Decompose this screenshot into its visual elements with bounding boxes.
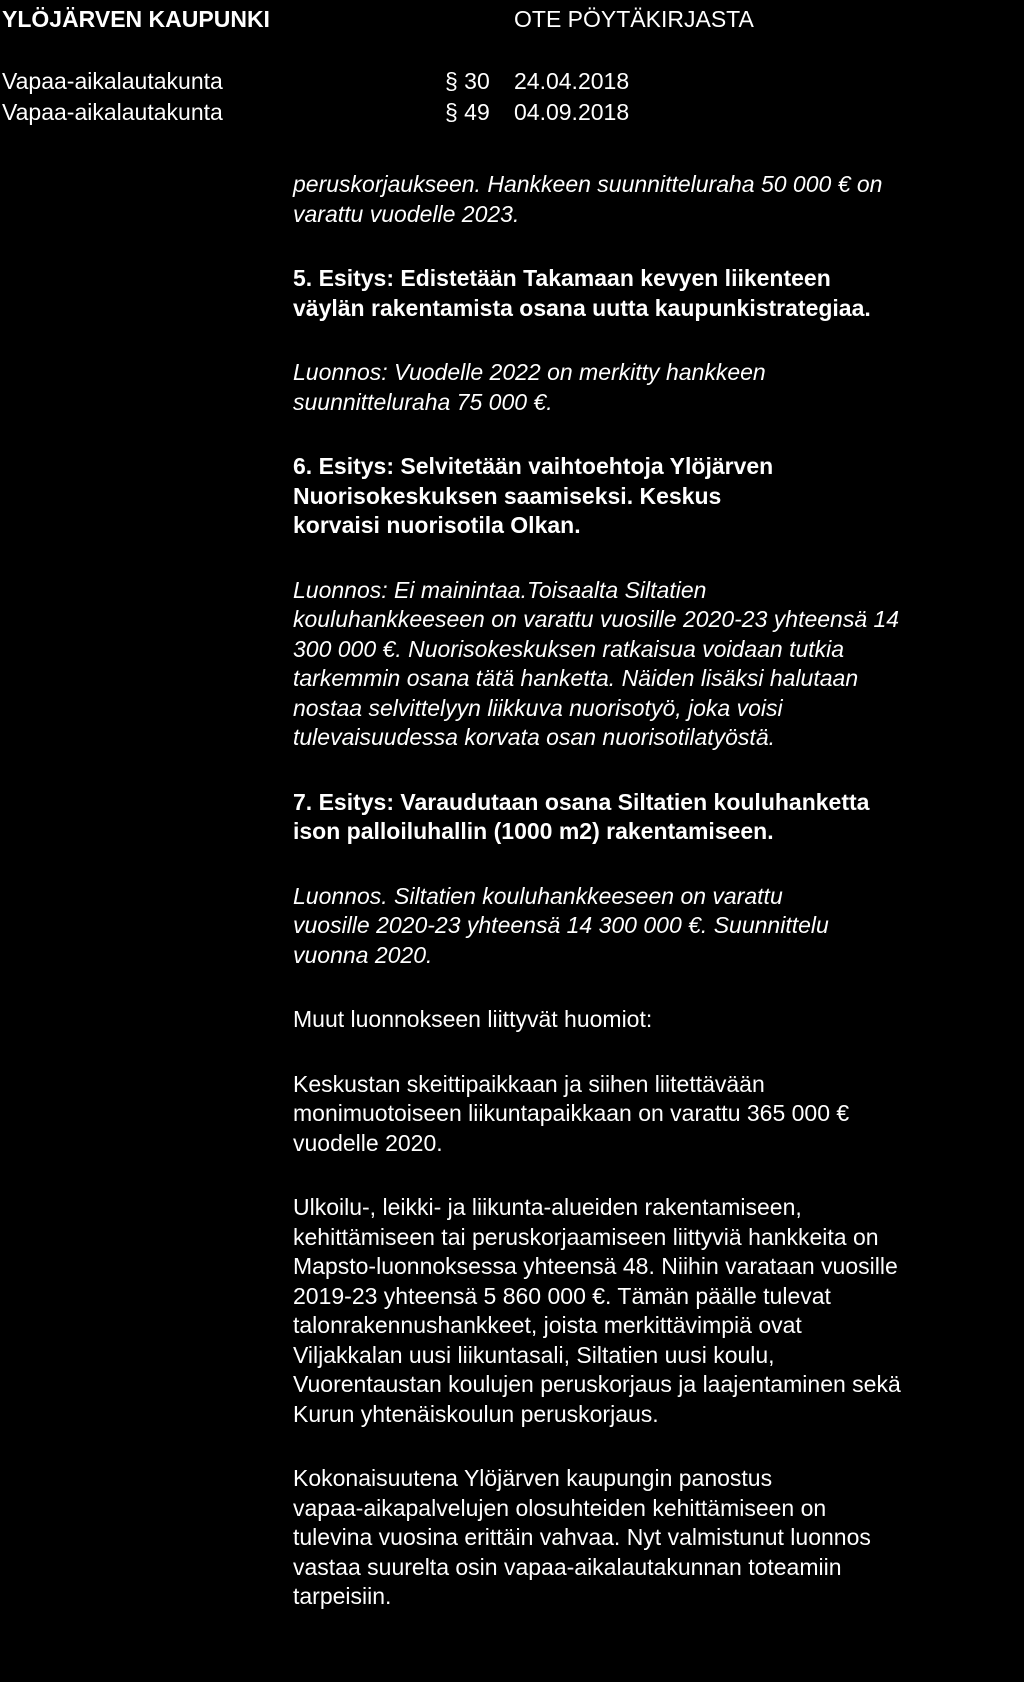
draft-response-7: Luonnos. Siltatien kouluhankkeeseen on varattu vuosille 2020-23 yhteensä 14 300 000 €. Suunnittelu vuonna 2020. (293, 882, 829, 968)
organization-name: YLÖJÄRVEN KAUPUNKI (2, 6, 270, 32)
meeting-date: 04.09.2018 (514, 99, 630, 125)
funding-note: peruskorjaukseen. Hankkeen suunnitteluraha 50 000 € on varattu vuodelle 2023. (293, 171, 883, 227)
skatepark-paragraph: Keskustan skeittipaikkaan ja siihen liitettävään monimuotoiseen liikuntapaikkaan on varattu 365 000 € vuodelle 2020. (293, 1070, 850, 1156)
document-body (293, 170, 1021, 1612)
section-number: § 30 (445, 68, 490, 94)
document-type: OTE PÖYTÄKIRJASTA (514, 6, 754, 32)
proposal-7: 7. Esitys: Varaudutaan osana Siltatien kouluhanketta ison palloiluhallin (1000 m2) rakentamiseen. (293, 788, 870, 844)
proposal-5: 5. Esitys: Edistetään Takamaan kevyen liikenteen väylän rakentamista osana uutta kaupunkistrategiaa. (293, 265, 871, 321)
meeting-date: 24.04.2018 (514, 68, 630, 94)
proposal-6: 6. Esitys: Selvitetään vaihtoehtoja Ylöjärven Nuorisokeskuksen saamiseksi. Keskus korvaisi nuorisotila Olkan. (293, 453, 774, 538)
committee-name: Vapaa-aikalautakunta (2, 68, 223, 94)
outdoor-areas-paragraph: Ulkoilu-, leikki- ja liikunta-alueiden rakentamiseen, kehittämiseen tai peruskorjaamiseen liittyviä hankkeita on Mapsto-luonnoksessa yhteensä 48. Niihin varataan vuosille 2019-23 yhteensä 5 860 000 €. Tämän päälle tulevat talonrakennushankkeet, joista merkittävimpiä ovat Viljakkalan uusi liikuntasali, Siltatien uusi koulu, Vuorentaustan koulujen peruskorjaus ja laajentaminen sekä Kurun yhtenäiskoulun peruskorjaus. (293, 1194, 901, 1427)
draft-response-6: Luonnos: Ei mainintaa.Toisaalta Siltatien kouluhankkeeseen on varattu vuosille 2020-23 yhteensä 14 300 000 €. Nuorisokeskuksen ratkaisua voidaan tutkia tarkemmin osana tätä hanketta. Näiden lisäksi halutaan nostaa selvittelyyn liikkuva nuorisotyö, joka voisi tulevaisuudessa korvata osan nuorisotilatyöstä. (293, 576, 900, 750)
other-remarks-heading: Muut luonnokseen liittyvät huomiot: (293, 1006, 653, 1032)
section-number: § 49 (445, 99, 490, 125)
committee-name: Vapaa-aikalautakunta (2, 99, 223, 125)
conclusion-paragraph: Kokonaisuutena Ylöjärven kaupungin panostus vapaa-aikapalvelujen olosuhteiden kehittämiseen on tulevina vuosina erittäin vahvaa. Nyt valmistunut luonnos vastaa suurelta osin vapaa-aikalautakunnan toteamiin tarpeisiin. (293, 1465, 871, 1609)
draft-response-5: Luonnos: Vuodelle 2022 on merkitty hankkeen suunnitteluraha 75 000 €. (293, 359, 766, 415)
